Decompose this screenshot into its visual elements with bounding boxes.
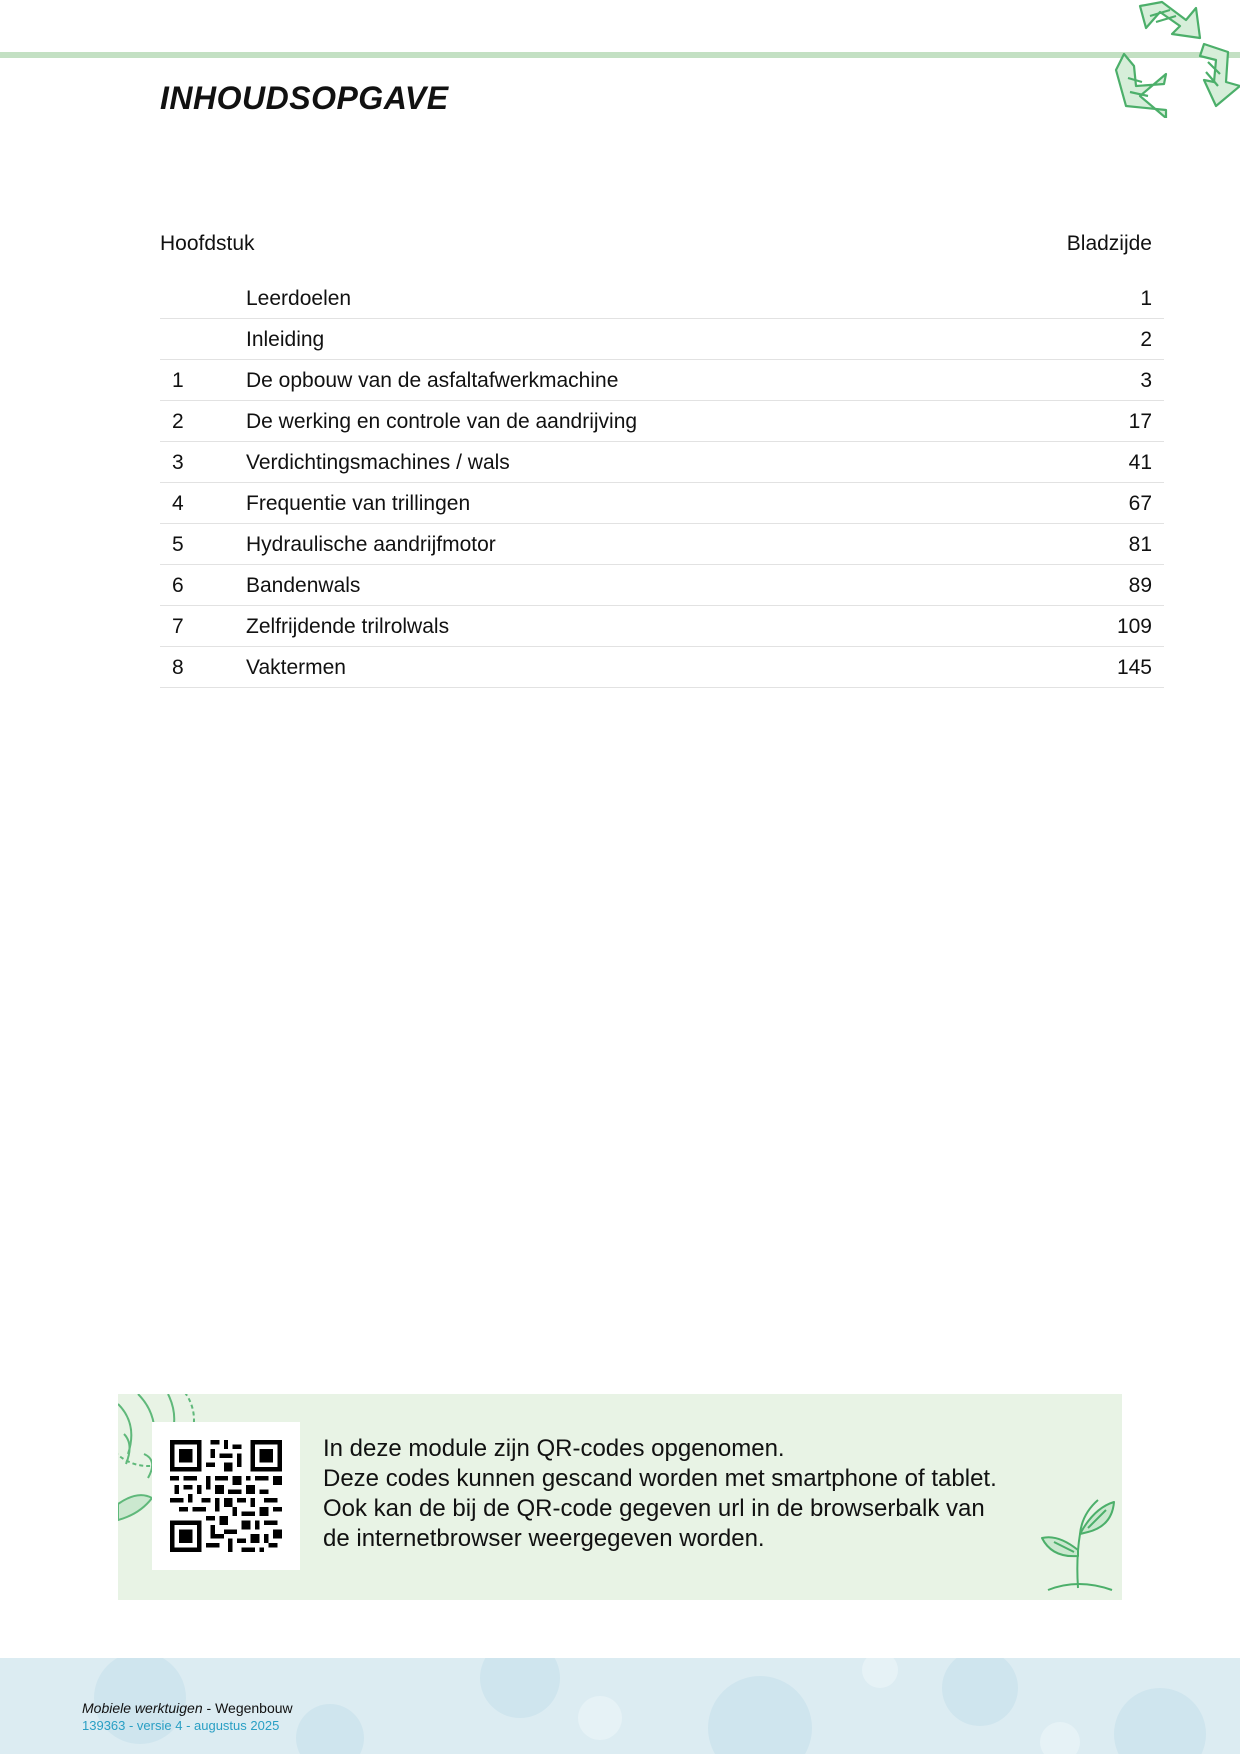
toc-row-chapter-3[interactable] — [160, 442, 1164, 483]
toc-row-chapter-2[interactable] — [160, 401, 1164, 442]
toc-chapter-number: 5 — [172, 533, 184, 556]
qr-notice-line: Deze codes kunnen gescand worden met smartphone of tablet. — [323, 1465, 997, 1492]
footer-subject: Wegenbouw — [215, 1700, 293, 1716]
toc-row-chapter-7[interactable] — [160, 606, 1164, 647]
toc-chapter-title: Frequentie van trillingen — [246, 492, 471, 515]
toc-page-number: 1 — [1140, 287, 1152, 310]
toc-col-chapter: Hoofdstuk — [160, 232, 255, 255]
toc-chapter-title: De werking en controle van de aandrijving — [246, 410, 638, 433]
recycle-icon — [1100, 0, 1240, 118]
toc-row-chapter-4[interactable] — [160, 483, 1164, 524]
footer-separator: - — [202, 1700, 216, 1716]
footer-title — [82, 1700, 293, 1716]
footer-series: Mobiele werktuigen — [82, 1700, 203, 1716]
toc-page-number: 109 — [1116, 615, 1152, 638]
qr-notice-line: In deze module zijn QR-codes opgenomen. — [323, 1435, 785, 1462]
toc-page-number: 145 — [1116, 656, 1152, 679]
toc-row-chapter-8[interactable] — [160, 647, 1164, 688]
toc-row-chapter-1[interactable] — [160, 360, 1164, 401]
toc-page-number: 41 — [1128, 451, 1152, 474]
toc-chapter-title: Zelfrijdende trilrolwals — [246, 615, 450, 638]
toc-chapter-title: Leerdoelen — [246, 287, 352, 310]
toc-row-chapter-6[interactable] — [160, 565, 1164, 606]
toc-page-number: 3 — [1140, 369, 1152, 392]
toc-chapter-title: Verdichtingsmachines / wals — [246, 451, 510, 474]
toc-row-chapter-5[interactable] — [160, 524, 1164, 565]
sprout-icon — [1038, 1478, 1118, 1594]
toc-chapter-number: 1 — [172, 369, 184, 392]
qr-notice-line: de internetbrowser weergegeven worden. — [323, 1525, 765, 1552]
qr-code-icon — [170, 1440, 282, 1552]
header-rule — [0, 52, 1240, 58]
toc-chapter-title: Vaktermen — [246, 656, 346, 679]
footer-meta: 139363 - versie 4 - augustus 2025 — [82, 1718, 280, 1733]
toc-chapter-number: 3 — [172, 451, 184, 474]
toc-page-number: 89 — [1128, 574, 1152, 597]
toc-row-inleiding[interactable] — [160, 319, 1164, 360]
page-title: INHOUDSOPGAVE — [160, 80, 449, 116]
toc-list — [160, 278, 1164, 688]
toc-row-leerdoelen[interactable] — [160, 278, 1164, 319]
qr-code[interactable] — [152, 1422, 300, 1570]
toc-chapter-title: Hydraulische aandrijfmotor — [246, 533, 496, 556]
qr-notice-text — [323, 1434, 1063, 1554]
toc-page-number: 81 — [1128, 533, 1152, 556]
toc-chapter-number: 8 — [172, 656, 184, 679]
toc-chapter-number: 7 — [172, 615, 184, 638]
toc-chapter-number: 4 — [172, 492, 184, 515]
toc-page-number: 2 — [1140, 328, 1152, 351]
qr-notice-box — [118, 1394, 1122, 1600]
toc-page-number: 67 — [1128, 492, 1152, 515]
toc-chapter-number: 2 — [172, 410, 184, 433]
toc-page-number: 17 — [1128, 410, 1152, 433]
toc-chapter-title: De opbouw van de asfaltafwerkmachine — [246, 369, 619, 392]
toc-chapter-title: Inleiding — [246, 328, 325, 351]
toc-chapter-number: 6 — [172, 574, 184, 597]
qr-notice-line: Ook kan de bij de QR-code gegeven url in de browserbalk van — [323, 1495, 985, 1522]
toc-chapter-title: Bandenwals — [246, 574, 361, 597]
toc-col-page: Bladzijde — [1066, 232, 1152, 255]
